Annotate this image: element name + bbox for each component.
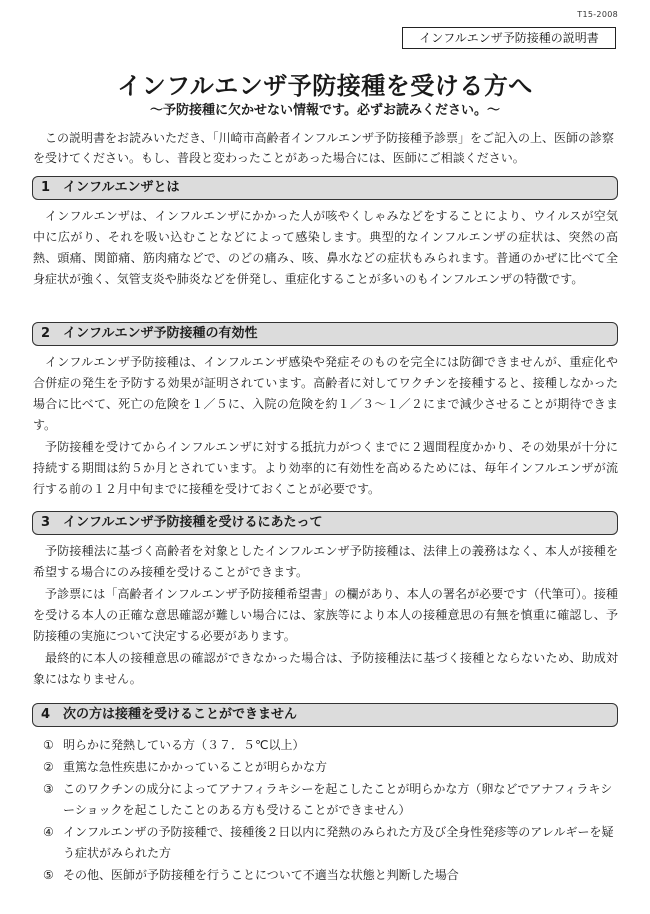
list-item: [33, 735, 618, 756]
section-2-heading: 2 インフルエンザ予防接種の有効性: [32, 322, 618, 346]
section-4-heading: 4 次の方は接種を受けることができません: [32, 703, 618, 727]
section-3-paragraph-1: 予防接種法に基づく高齢者を対象としたインフルエンザ予防接種は、法律上の義務はなく、本人が接種を希望する場合にのみ接種を受けることができます。: [33, 544, 618, 579]
document-code: T15-2008: [577, 10, 618, 19]
item-text: このワクチンの成分によってアナフィラキシーを起こしたことが明らかな方（卵などでアナフィラキシーショックを起こしたことのある方も受けることができません）: [63, 782, 613, 817]
section-1-heading: 1 インフルエンザとは: [32, 176, 618, 200]
section-2-body: [33, 352, 618, 501]
page-subtitle: ～予防接種に欠かせない情報です。必ずお読みください。～: [150, 103, 500, 118]
item-text: その他、医師が予防接種を行うことについて不適当な状態と判断した場合: [63, 868, 459, 882]
item-number: ③: [43, 782, 54, 796]
item-text: 重篤な急性疾患にかかっていることが明らかな方: [63, 760, 328, 774]
section-2-paragraph-1: インフルエンザ予防接種は、インフルエンザ感染や発症そのものを完全には防御できませんが、重症化や合併症の発生を予防する効果が証明されています。高齢者に対してワクチンを接種すると、接種しなかった場合に比べて、死亡の危険を１／５に、入院の危険を約１／３～１／２にまで減少させることが期待できます。: [33, 355, 618, 432]
section-1-body: [33, 206, 618, 291]
section-3-heading: 3 インフルエンザ予防接種を受けるにあたって: [32, 511, 618, 535]
list-item: [33, 865, 618, 886]
list-item: [33, 822, 618, 864]
page-title: インフルエンザ予防接種を受ける方へ: [117, 72, 533, 100]
list-item: [33, 757, 618, 778]
section-1-paragraph-1: インフルエンザは、インフルエンザにかかった人が咳やくしゃみなどをすることにより、ウイルスが空気中に広がり、それを吸い込むことなどによって感染します。典型的なインフルエンザの症状は、突然の高熱、頭痛、関節痛、筋肉痛などで、のどの痛み、咳、鼻水などの症状もみられます。普通のかぜに比べて全身症状が強く、気管支炎や肺炎などを併発し、重症化することが多いのもインフルエンザの特徴です。: [33, 209, 618, 286]
item-number: ⑤: [43, 868, 54, 882]
list-item: [33, 779, 618, 821]
section-2-paragraph-2: 予防接種を受けてからインフルエンザに対する抵抗力がつくまでに２週間程度かかり、その効果が十分に持続する期間は約５か月とされています。より効率的に有効性を高めるためには、毎年インフルエンザが流行する前の１２月中旬までに接種を受けておくことが必要です。: [33, 440, 618, 496]
item-number: ①: [43, 738, 54, 752]
intro-paragraph: この説明書をお読みいただき、「川崎市高齢者インフルエンザ予防接種予診票」をご記入の上、医師の診察を受けてください。もし、普段と変わったことがあった場合には、医師にご相談ください。: [33, 131, 615, 165]
section-3-body: [33, 541, 618, 691]
section-3-paragraph-3: 最終的に本人の接種意思の確認ができなかった場合は、予防接種法に基づく接種とならないため、助成対象にはなりません。: [33, 651, 618, 686]
item-number: ④: [43, 825, 54, 839]
ineligible-list: [33, 735, 618, 887]
item-number: ②: [43, 760, 54, 774]
section-3-paragraph-2: 予診票には「高齢者インフルエンザ予防接種希望書」の欄があり、本人の署名が必要です（代筆可）。接種を受ける本人の正確な意思確認が難しい場合には、家族等により本人の接種意思の有無を慎重に確認し、予防接種の実施について決定する必要があります。: [33, 587, 618, 643]
document-label-box: インフルエンザ予防接種の説明書: [402, 27, 616, 49]
item-text: 明らかに発熱している方（３７．５℃以上）: [63, 738, 305, 752]
item-text: インフルエンザの予防接種で、接種後２日以内に発熱のみられた方及び全身性発疹等のアレルギーを疑う症状がみられた方: [63, 825, 614, 860]
